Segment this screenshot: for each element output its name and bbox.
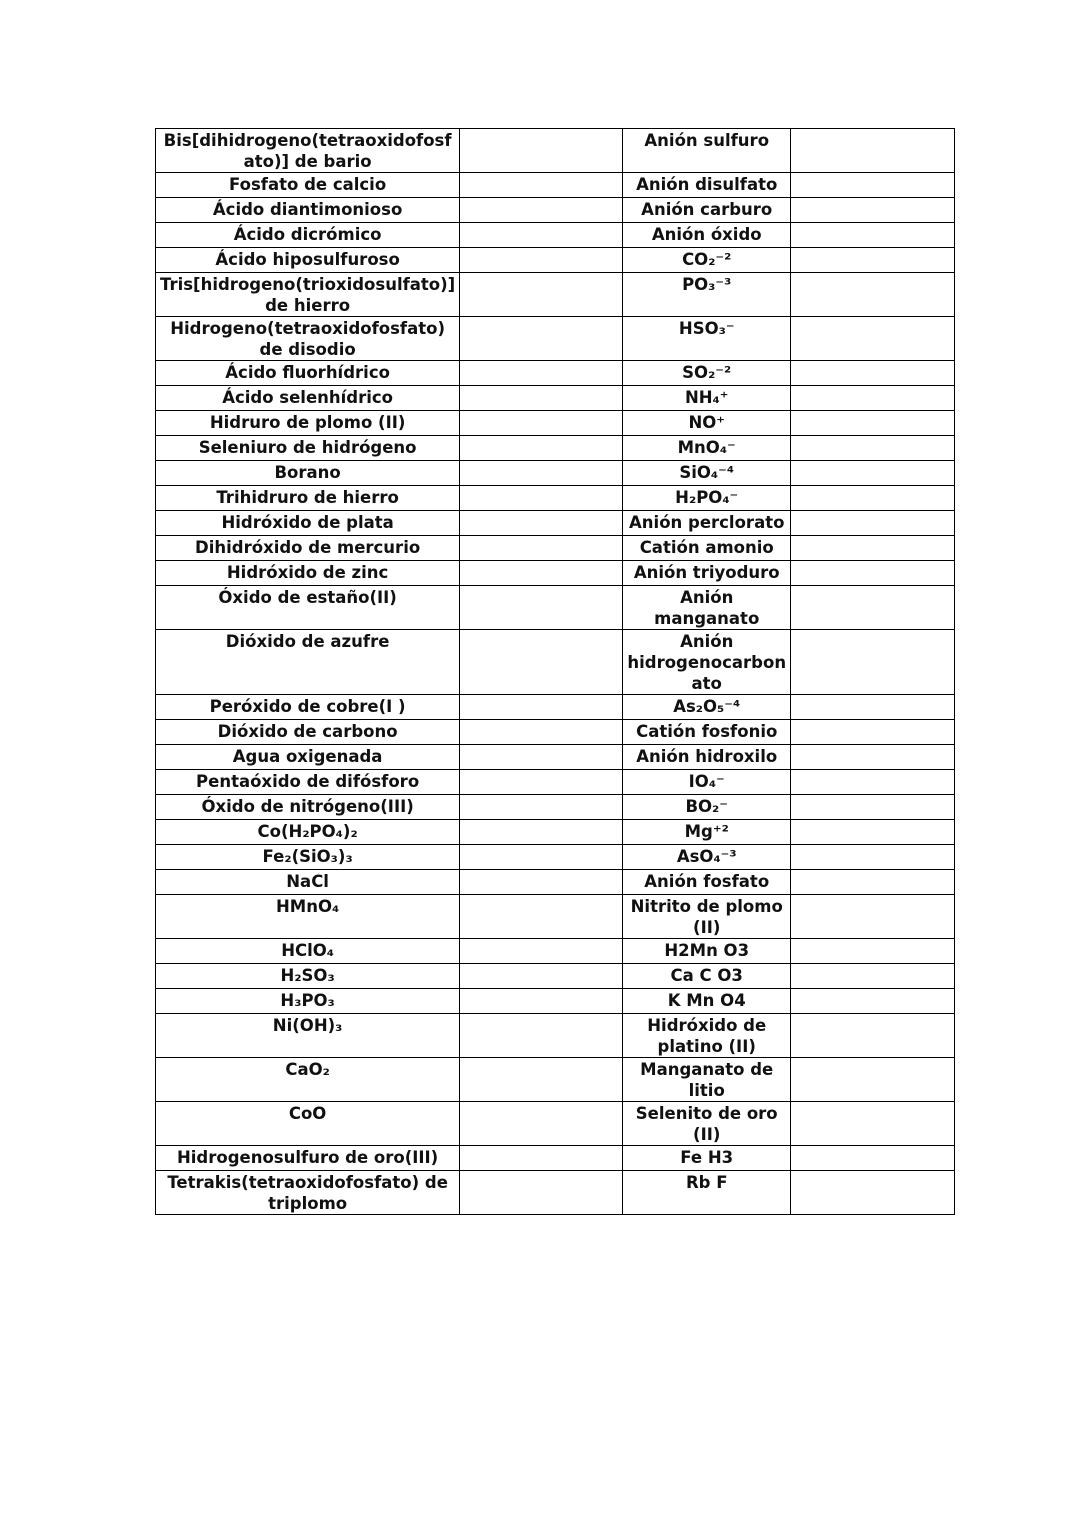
compound-name-cell: Anión fosfato: [623, 870, 791, 895]
answer-cell-left[interactable]: [460, 1146, 623, 1171]
compound-name-cell: Catión fosfonio: [623, 720, 791, 745]
answer-cell-right[interactable]: [791, 273, 955, 317]
answer-cell-right[interactable]: [791, 561, 955, 586]
answer-cell-left[interactable]: [460, 536, 623, 561]
table-row: [156, 939, 955, 964]
answer-cell-right[interactable]: [791, 1058, 955, 1102]
table-row: [156, 870, 955, 895]
compound-name-cell: Mg⁺²: [623, 820, 791, 845]
compound-name-cell: CoO: [156, 1102, 460, 1146]
compound-name-cell: IO₄⁻: [623, 770, 791, 795]
answer-cell-left[interactable]: [460, 630, 623, 695]
answer-cell-right[interactable]: [791, 411, 955, 436]
compound-name-cell: Catión amonio: [623, 536, 791, 561]
answer-cell-right[interactable]: [791, 870, 955, 895]
answer-cell-left[interactable]: [460, 386, 623, 411]
compound-name-cell: Ácido hiposulfuroso: [156, 248, 460, 273]
compound-name-cell: Ácido dicrómico: [156, 223, 460, 248]
table-row: [156, 770, 955, 795]
answer-cell-right[interactable]: [791, 989, 955, 1014]
answer-cell-right[interactable]: [791, 248, 955, 273]
compound-name-cell: MnO₄⁻: [623, 436, 791, 461]
answer-cell-left[interactable]: [460, 820, 623, 845]
table-row: [156, 630, 955, 695]
table-row: [156, 198, 955, 223]
table-row: [156, 273, 955, 317]
answer-cell-right[interactable]: [791, 939, 955, 964]
answer-cell-right[interactable]: [791, 223, 955, 248]
answer-cell-right[interactable]: [791, 964, 955, 989]
answer-cell-left[interactable]: [460, 964, 623, 989]
answer-cell-left[interactable]: [460, 198, 623, 223]
compound-name-cell: Ca C O3: [623, 964, 791, 989]
answer-cell-right[interactable]: [791, 436, 955, 461]
compound-name-cell: HClO₄: [156, 939, 460, 964]
table-row: [156, 486, 955, 511]
compound-name-cell: Ni(OH)₃: [156, 1014, 460, 1058]
table-row: [156, 820, 955, 845]
answer-cell-right[interactable]: [791, 630, 955, 695]
compound-name-cell: Anión hidroxilo: [623, 745, 791, 770]
answer-cell-left[interactable]: [460, 223, 623, 248]
answer-cell-right[interactable]: [791, 536, 955, 561]
compound-name-cell: Dihidróxido de mercurio: [156, 536, 460, 561]
compound-name-cell: Ácido selenhídrico: [156, 386, 460, 411]
compound-name-cell: H₂SO₃: [156, 964, 460, 989]
compound-name-cell: HSO₃⁻: [623, 317, 791, 361]
table-row: [156, 561, 955, 586]
answer-cell-right[interactable]: [791, 820, 955, 845]
compound-name-cell: Pentaóxido de difósforo: [156, 770, 460, 795]
compound-name-cell: K Mn O4: [623, 989, 791, 1014]
answer-cell-left[interactable]: [460, 895, 623, 939]
table-row: [156, 1171, 955, 1215]
answer-cell-left[interactable]: [460, 273, 623, 317]
compound-name-cell: H2Mn O3: [623, 939, 791, 964]
compound-name-cell: SO₂⁻²: [623, 361, 791, 386]
compound-name-cell: CO₂⁻²: [623, 248, 791, 273]
table-row: [156, 586, 955, 630]
answer-cell-right[interactable]: [791, 1146, 955, 1171]
compound-name-cell: Peróxido de cobre(I ): [156, 695, 460, 720]
table-row: [156, 795, 955, 820]
answer-cell-right[interactable]: [791, 317, 955, 361]
answer-cell-right[interactable]: [791, 486, 955, 511]
answer-cell-right[interactable]: [791, 129, 955, 173]
table-row: [156, 989, 955, 1014]
compound-name-cell: Ácido fluorhídrico: [156, 361, 460, 386]
compound-name-cell: Hidruro de plomo (II): [156, 411, 460, 436]
answer-cell-left[interactable]: [460, 1102, 623, 1146]
compound-name-cell: Óxido de nitrógeno(III): [156, 795, 460, 820]
compound-name-cell: Hidróxido de platino (II): [623, 1014, 791, 1058]
compound-name-cell: Nitrito de plomo (II): [623, 895, 791, 939]
compound-name-cell: Dióxido de carbono: [156, 720, 460, 745]
compound-name-cell: NaCl: [156, 870, 460, 895]
answer-cell-left[interactable]: [460, 695, 623, 720]
table-row: [156, 411, 955, 436]
answer-cell-left[interactable]: [460, 989, 623, 1014]
answer-cell-left[interactable]: [460, 1014, 623, 1058]
table-row: [156, 223, 955, 248]
answer-cell-left[interactable]: [460, 1058, 623, 1102]
answer-cell-left[interactable]: [460, 248, 623, 273]
answer-cell-right[interactable]: [791, 895, 955, 939]
table-row: [156, 720, 955, 745]
compound-name-cell: AsO₄⁻³: [623, 845, 791, 870]
table-row: [156, 461, 955, 486]
compound-name-cell: Manganato de litio: [623, 1058, 791, 1102]
table-row: [156, 695, 955, 720]
answer-cell-right[interactable]: [791, 745, 955, 770]
table-row: [156, 845, 955, 870]
answer-cell-right[interactable]: [791, 695, 955, 720]
answer-cell-right[interactable]: [791, 795, 955, 820]
answer-cell-left[interactable]: [460, 461, 623, 486]
compound-name-cell: Anión triyoduro: [623, 561, 791, 586]
compound-name-cell: Fosfato de calcio: [156, 173, 460, 198]
answer-cell-left[interactable]: [460, 561, 623, 586]
compound-name-cell: H₃PO₃: [156, 989, 460, 1014]
answer-cell-left[interactable]: [460, 486, 623, 511]
table-row: [156, 361, 955, 386]
compound-name-cell: Co(H₂PO₄)₂: [156, 820, 460, 845]
answer-cell-right[interactable]: [791, 720, 955, 745]
compound-name-cell: As₂O₅⁻⁴: [623, 695, 791, 720]
answer-cell-left[interactable]: [460, 511, 623, 536]
compound-name-cell: H₂PO₄⁻: [623, 486, 791, 511]
compound-name-cell: Dióxido de azufre: [156, 630, 460, 695]
nomenclature-table: [155, 128, 955, 1215]
answer-cell-left[interactable]: [460, 845, 623, 870]
table-row: [156, 436, 955, 461]
answer-cell-right[interactable]: [791, 173, 955, 198]
table-row: [156, 173, 955, 198]
compound-name-cell: Selenito de oro (II): [623, 1102, 791, 1146]
table-row: [156, 129, 955, 173]
answer-cell-left[interactable]: [460, 436, 623, 461]
compound-name-cell: Tris[hidrogeno(trioxidosulfato)] de hierro: [156, 273, 460, 317]
answer-cell-right[interactable]: [791, 1014, 955, 1058]
compound-name-cell: Anión disulfato: [623, 173, 791, 198]
answer-cell-left[interactable]: [460, 939, 623, 964]
table-row: [156, 1102, 955, 1146]
compound-name-cell: Rb F: [623, 1171, 791, 1215]
compound-name-cell: Hidróxido de plata: [156, 511, 460, 536]
answer-cell-right[interactable]: [791, 845, 955, 870]
answer-cell-left[interactable]: [460, 317, 623, 361]
compound-name-cell: Borano: [156, 461, 460, 486]
answer-cell-left[interactable]: [460, 129, 623, 173]
compound-name-cell: NH₄⁺: [623, 386, 791, 411]
compound-name-cell: Óxido de estaño(II): [156, 586, 460, 630]
answer-cell-right[interactable]: [791, 1171, 955, 1215]
answer-cell-left[interactable]: [460, 411, 623, 436]
compound-name-cell: CaO₂: [156, 1058, 460, 1102]
answer-cell-right[interactable]: [791, 198, 955, 223]
compound-name-cell: Fe₂(SiO₃)₃: [156, 845, 460, 870]
compound-name-cell: Anión perclorato: [623, 511, 791, 536]
table-row: [156, 511, 955, 536]
compound-name-cell: Agua oxigenada: [156, 745, 460, 770]
compound-name-cell: NO⁺: [623, 411, 791, 436]
compound-name-cell: Trihidruro de hierro: [156, 486, 460, 511]
answer-cell-left[interactable]: [460, 770, 623, 795]
compound-name-cell: Ácido diantimonioso: [156, 198, 460, 223]
compound-name-cell: Hidróxido de zinc: [156, 561, 460, 586]
table-row: [156, 1058, 955, 1102]
answer-cell-left[interactable]: [460, 173, 623, 198]
table-row: [156, 536, 955, 561]
answer-cell-left[interactable]: [460, 1171, 623, 1215]
compound-name-cell: Anión carburo: [623, 198, 791, 223]
compound-name-cell: Hidrogenosulfuro de oro(III): [156, 1146, 460, 1171]
table-row: [156, 1014, 955, 1058]
table-row: [156, 895, 955, 939]
answer-cell-right[interactable]: [791, 1102, 955, 1146]
answer-cell-left[interactable]: [460, 745, 623, 770]
answer-cell-left[interactable]: [460, 361, 623, 386]
compound-name-cell: SiO₄⁻⁴: [623, 461, 791, 486]
answer-cell-left[interactable]: [460, 586, 623, 630]
compound-name-cell: Seleniuro de hidrógeno: [156, 436, 460, 461]
compound-name-cell: PO₃⁻³: [623, 273, 791, 317]
answer-cell-left[interactable]: [460, 720, 623, 745]
compound-name-cell: Fe H3: [623, 1146, 791, 1171]
answer-cell-right[interactable]: [791, 361, 955, 386]
compound-name-cell: Bis[dihidrogeno(tetraoxidofosf ato)] de bario: [156, 129, 460, 173]
answer-cell-left[interactable]: [460, 795, 623, 820]
compound-name-cell: Anión hidrogenocarbon ato: [623, 630, 791, 695]
answer-cell-right[interactable]: [791, 386, 955, 411]
table-row: [156, 248, 955, 273]
answer-cell-right[interactable]: [791, 461, 955, 486]
table-row: [156, 745, 955, 770]
compound-name-cell: Hidrogeno(tetraoxidofosfato) de disodio: [156, 317, 460, 361]
table-row: [156, 1146, 955, 1171]
answer-cell-right[interactable]: [791, 511, 955, 536]
answer-cell-right[interactable]: [791, 586, 955, 630]
table-row: [156, 386, 955, 411]
compound-name-cell: Tetrakis(tetraoxidofosfato) de triplomo: [156, 1171, 460, 1215]
compound-name-cell: BO₂⁻: [623, 795, 791, 820]
compound-name-cell: Anión óxido: [623, 223, 791, 248]
table-row: [156, 964, 955, 989]
answer-cell-right[interactable]: [791, 770, 955, 795]
compound-name-cell: HMnO₄: [156, 895, 460, 939]
table-row: [156, 317, 955, 361]
compound-name-cell: Anión manganato: [623, 586, 791, 630]
table-body: [156, 129, 955, 1215]
answer-cell-left[interactable]: [460, 870, 623, 895]
compound-name-cell: Anión sulfuro: [623, 129, 791, 173]
